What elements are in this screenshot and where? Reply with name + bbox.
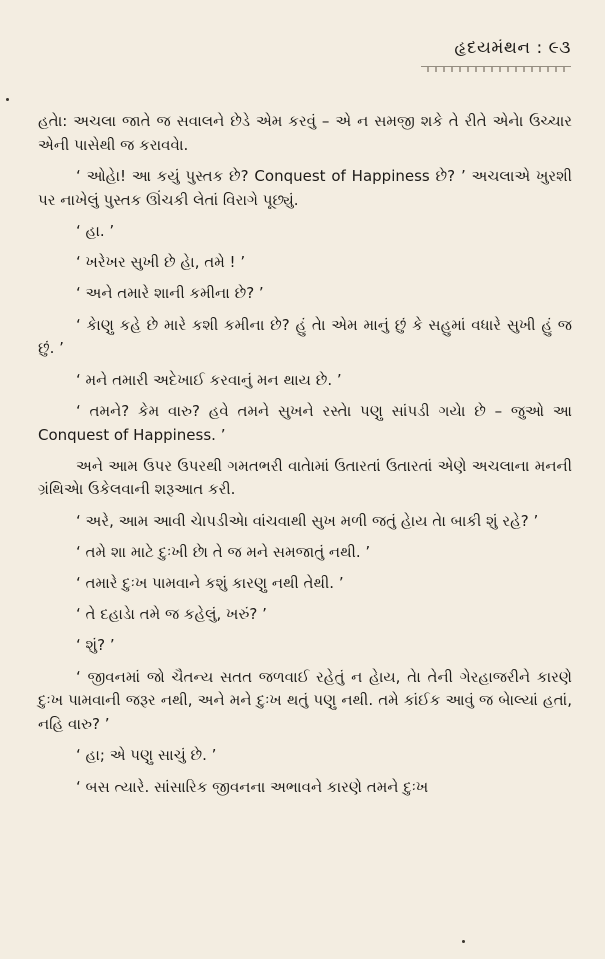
- paragraph: ‘ બસ ત્યારે. સાંસારિક જીવનના અભાવને કારણે તમને દુઃખ: [76, 777, 429, 796]
- paragraph: ‘ શું? ’: [76, 636, 115, 655]
- header-ornament-rule: [421, 66, 571, 72]
- paragraph: ‘ હા; એ પણુ સાચું છે. ’: [76, 746, 217, 765]
- paragraph: ‘ તમારે દુઃખ પામવાને કશું કારણુ નથી તેથી. ’: [76, 574, 344, 593]
- body-text: [38, 110, 572, 807]
- paragraph: ‘ અને તમારે શાની કમીના છે? ’: [76, 284, 264, 303]
- paragraph: હતેા: અચલા જાતે જ સવાલને છેડે એમ કરવું – એ ન સમજી શકે તે રીતે એનેા ઉચ્ચાર એની પાસેથી જ કરાવવેા.: [38, 112, 572, 154]
- paragraph: ‘ કેાણુ કહે છે મારે કશી કમીના છે? હું તેા એમ માનું છું કે સહુમાં વધારે સુખી હું જ છું. ’: [38, 315, 572, 358]
- paragraph: ‘ ઓહેા! આ કયું પુસ્તક છે? Conquest of Happiness છે? ’ અચલાએ ખુરશી પર નાખેલું પુસ્તક ઊંચકી લેતાં વિરાગે પૂછ્યું.: [38, 166, 572, 209]
- paragraph: ‘ જીવનમાં જો ચૈતન્ય સતત જળવાઈ રહેતું ન હેાય, તેા તેની ગેરહાજરીને કારણે દુઃખ પામવાની જરૂર નથી, અને મને દુઃખ થતું પણુ નથી. તમે કાંઈક આવું જ બેાલ્યાં હતાં, નહિ વારુ? ’: [38, 667, 572, 734]
- print-speck: [6, 98, 9, 101]
- paragraph: ‘ તમે શા માટે દુઃખી છેા તે જ મને સમજાતું નથી. ’: [76, 542, 371, 561]
- print-speck: [462, 940, 465, 943]
- paragraph: ‘ તે દહાડેા તમે જ કહેલું, ખરું? ’: [76, 605, 267, 624]
- paragraph: ‘ હા. ’: [76, 221, 115, 240]
- paragraph: ‘ તમને? કેમ વારુ? હવે તમને સુખને રસ્તેા પણુ સાંપડી ગયેા છે – જુઓ આ Conquest of Happiness. ’: [38, 401, 572, 444]
- paragraph: અને આમ ઉપર ઉપરથી ગમતભરી વાતેામાં ઉતારતાં ઉતારતાં એણે અચલાના મનની ગ્રંથિએા ઉકેલવાની શરૂઆત કરી.: [38, 456, 572, 499]
- paragraph: ‘ અરે, આમ આવી ચેાપડીએા વાંચવાથી સુખ મળી જતું હેાય તેા બાકી શું રહે? ’: [76, 511, 539, 530]
- paragraph: ‘ ખરેખર સુખી છે હેા, તમે ! ’: [76, 253, 246, 272]
- paragraph: ‘ મને તમારી અદેખાઈ કરવાનું મન થાય છે. ’: [76, 370, 342, 389]
- running-header: હૃદયમંથન : ૯૩: [454, 38, 571, 58]
